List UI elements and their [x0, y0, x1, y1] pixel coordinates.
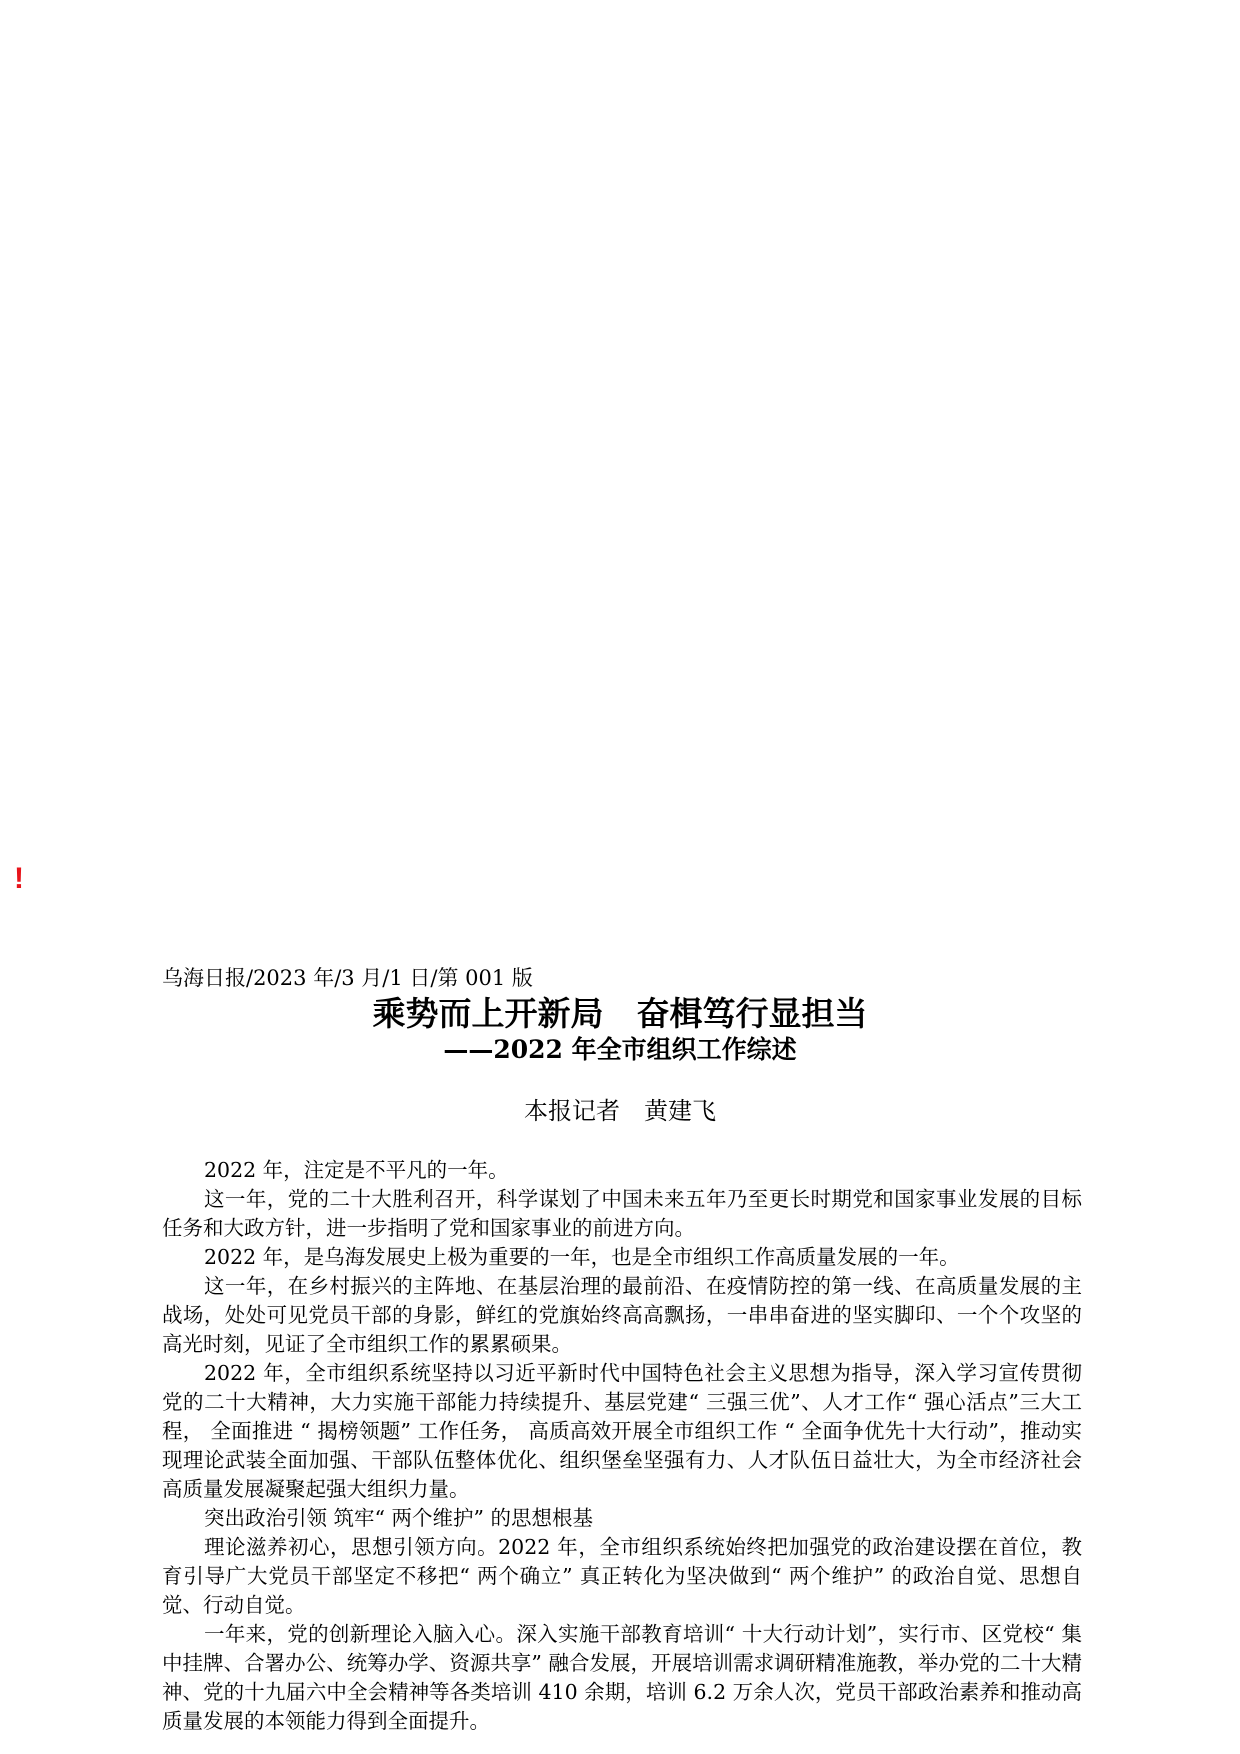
paragraph: 理论滋养初心，思想引领方向。2022 年，全市组织系统始终把加强党的政治建设摆在首位，教育引导广大党员干部坚定不移把“ 两个确立” 真正转化为坚决做到“ 两个维护” 的政治自觉、思想自觉、行动自觉。: [162, 1535, 1082, 1617]
paragraph: 2022 年，注定是不平凡的一年。: [204, 1158, 509, 1182]
red-exclamation-mark: !: [14, 862, 24, 895]
paragraph: 这一年，在乡村振兴的主阵地、在基层治理的最前沿、在疫情防控的第一线、在高质量发展的主战场，处处可见党员干部的身影，鲜红的党旗始终高高飘扬，一串串奋进的坚实脚印、一个个攻坚的高光时刻，见证了全市组织工作的累累硕果。: [162, 1274, 1082, 1356]
paragraph: 一年来，党的创新理论入脑入心。深入实施干部教育培训“ 十大行动计划”，实行市、区党校“ 集中挂牌、合署办公、统筹办学、资源共享” 融合发展，开展培训需求调研精准施教，举办党的二十大精神、党的十九届六中全会精神等各类培训 410 余期，培训 6.2 万余人次，党员干部政治素养和推动高质量发展的本领能力得到全面提升。: [162, 1622, 1082, 1733]
dateline: 乌海日报/2023 年/3 月/1 日/第 001 版: [162, 966, 533, 990]
article-subtitle: ——2022 年全市组织工作综述: [443, 1035, 797, 1064]
section-heading: 突出政治引领 筑牢“ 两个维护” 的思想根基: [204, 1506, 594, 1530]
paragraph: 2022 年，是乌海发展史上极为重要的一年，也是全市组织工作高质量发展的一年。: [204, 1245, 960, 1269]
byline: 本报记者 黄建飞: [524, 1097, 716, 1125]
paragraph: 这一年，党的二十大胜利召开，科学谋划了中国未来五年乃至更长时期党和国家事业发展的目标任务和大政方针，进一步指明了党和国家事业的前进方向。: [162, 1187, 1082, 1240]
article-title: 乘势而上开新局 奋楫笃行显担当: [372, 994, 868, 1033]
article-body: [162, 1156, 1082, 1736]
paragraph: 2022 年，全市组织系统坚持以习近平新时代中国特色社会主义思想为指导，深入学习宣传贯彻党的二十大精神，大力实施干部能力持续提升、基层党建“ 三强三优”、人才工作“ 强心活点”三大工程， 全面推进 “ 揭榜领题” 工作任务， 高质高效开展全市组织工作 “ 全面争优先十大行动”，推动实现理论武装全面加强、干部队伍整体优化、组织堡垒坚强有力、人才队伍日益壮大，为全市经济社会高质量发展凝聚起强大组织力量。: [162, 1361, 1082, 1501]
